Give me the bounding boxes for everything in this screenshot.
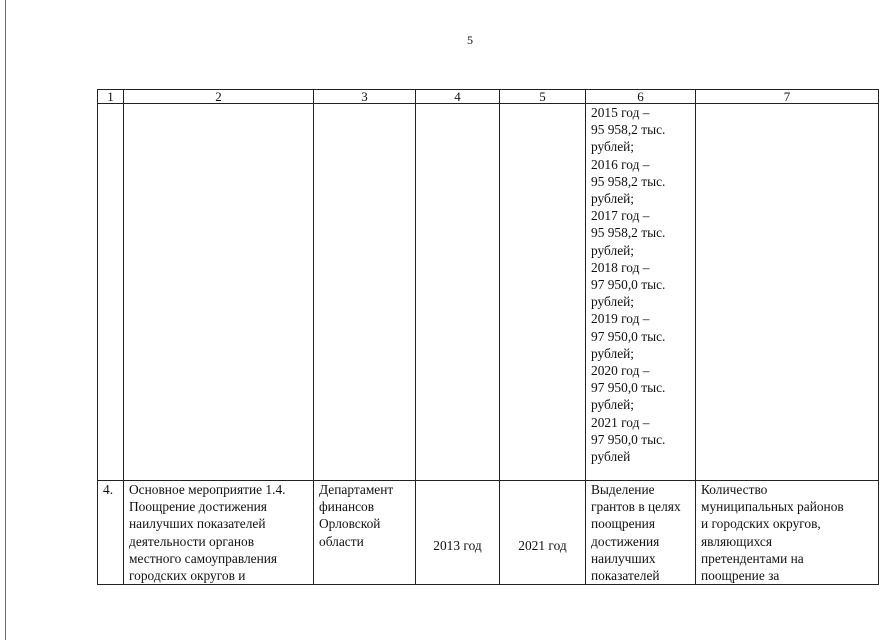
header-cell: 6 [586,90,696,104]
text-line: являющихся [701,533,773,549]
text-line: 97 950,0 тыс. [591,380,666,396]
header-cell: 1 [98,90,124,104]
header-cell: 4 [416,90,500,104]
indicator-cell [696,481,879,585]
text-line: 2019 год – [591,311,650,327]
text-line: рублей; [591,242,635,258]
measure-name-cell [124,481,314,585]
text-line: 95 958,2 тыс. [591,173,666,189]
header-cell: 5 [500,90,586,104]
table-header-row [98,90,879,104]
text-line: рублей; [591,294,635,310]
text-line: 97 950,0 тыс. [591,431,666,447]
table-cell [314,104,416,481]
text-line: Выделение [591,482,655,497]
text-line: области [319,533,364,549]
header-cell: 3 [314,90,416,104]
text-line: деятельности органов [129,533,255,549]
text-line: 97 950,0 тыс. [591,277,666,293]
text-line: рублей; [591,191,635,207]
text-line: показателей [591,568,660,584]
page-number: 5 [467,33,473,47]
text-line: Основное мероприятие 1.4. [129,482,286,497]
text-line: рублей; [591,345,635,361]
text-line: 2021 год – [591,414,650,430]
text-line: 2017 год – [591,208,650,224]
header-cell: 2 [124,90,314,104]
table-cell [98,104,124,481]
text-line: рублей; [591,397,635,413]
table-cell [124,104,314,481]
text-line: 2016 год – [591,156,650,172]
text-line: рублей [591,449,631,465]
text-line: Количество [701,482,768,497]
text-line: Поощрение достижения [129,499,267,515]
text-line: претендентами на [701,550,804,566]
text-line: Орловской [319,516,381,532]
text-line: 95 958,2 тыс. [591,225,666,241]
text-line: муниципальных районов [701,499,844,515]
text-line: Департамент [319,482,394,497]
text-line: городских округов и [129,568,246,584]
text-line: 97 950,0 тыс. [591,328,666,344]
text-line: достижения [591,533,660,549]
text-line: поощрения [591,516,655,532]
table-cell [500,104,586,481]
start-year-cell: 2013 год [416,481,500,585]
text-line: 2020 год – [591,363,650,379]
page-margin-line [5,0,6,640]
text-line: грантов в целях [591,499,681,515]
text-line: 2018 год – [591,259,650,275]
row-number: 4. [98,481,124,585]
text-line: поощрение за [701,568,780,584]
table-cell [696,104,879,481]
text-line: рублей; [591,139,635,155]
description-cell [586,481,696,585]
text-line: и городских округов, [701,516,821,532]
text-line: наилучших [591,550,656,566]
text-line: финансов [319,499,375,515]
table-row-4 [98,481,879,585]
table-cell [416,104,500,481]
text-line: 2015 год – [591,105,650,120]
text-line: наилучших показателей [129,516,266,532]
text-line: 95 958,2 тыс. [591,122,666,138]
end-year-cell: 2021 год [500,481,586,585]
text-line: местного самоуправления [129,550,278,566]
data-table [97,89,879,585]
table-row-continued [98,104,879,481]
funding-by-year-cell [586,104,696,481]
header-cell: 7 [696,90,879,104]
responsible-executor-cell [314,481,416,585]
